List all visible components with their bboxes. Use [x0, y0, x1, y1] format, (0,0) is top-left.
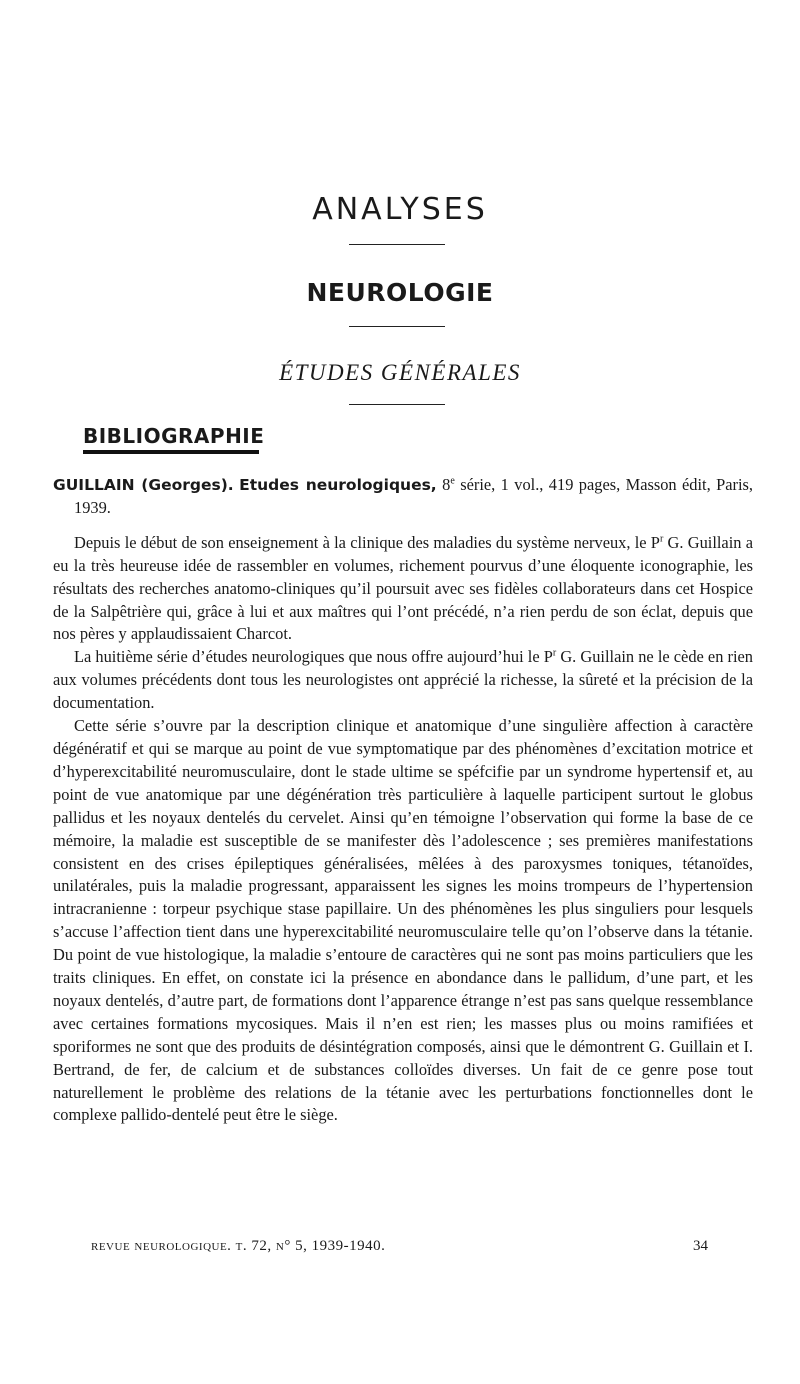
paragraph-2-text-b: G. Guillain ne le cède en rien aux volumes précédents dont tous les neurologistes ont apprécié la richesse, la sûreté et la précision de la documentation. [53, 647, 754, 713]
reference-details: série, 1 vol., 419 pages, Masson édit, Paris, 1939. [74, 475, 753, 517]
page-footer [91, 1238, 708, 1255]
article-body [53, 474, 753, 1127]
bibliographic-reference [53, 474, 753, 520]
bibliography-heading: BIBLIOGRAPHIE [83, 424, 265, 448]
section-title: ANALYSES [312, 192, 488, 227]
subsection-title: NEUROLOGIE [306, 278, 494, 307]
paragraph-2-sup: r [552, 647, 557, 659]
paragraph-2-text-a: La huitième série d’études neurologiques que nous offre aujourd’hui le P [74, 647, 553, 667]
heading-underline [83, 450, 259, 454]
reference-edition: 8 [442, 475, 451, 494]
paragraph-2 [53, 646, 753, 715]
paragraph-1-sup: r [659, 533, 664, 545]
category-title: ÉTUDES GÉNÉRALES [279, 360, 521, 385]
divider [349, 326, 445, 327]
paragraph-1 [53, 532, 753, 647]
divider [349, 244, 445, 245]
page-number: 34 [693, 1238, 708, 1254]
reference-author: GUILLAIN (Georges). [53, 476, 234, 494]
paragraph-1-text-a: Depuis le début de son enseignement à la clinique des maladies du système nerveux, le P [74, 532, 660, 552]
reference-title: Etudes neurologiques, [239, 476, 437, 494]
paragraph-3: Cette série s’ouvre par la description clinique et anatomique d’une singulière affection à caractère dégénératif et qui se marque au point de vue symptomatique par des phénomènes d’excitation motrice et d’hyperexcitabilité neuromusculaire, dont le stade ultime se spéfcifie par un syndrome hypertensif et, au point de vue anatomique par une dégénération très particulière à laquelle participent surtout le globus pallidus et les noyaux dentelés du cervelet. Ainsi qu’en témoigne l’observation qui forme la base de ce mémoire, la maladie est susceptible de se manifester dès l’adolescence ; ses premières manifestations consistent en des crises épileptiques généralisées, mêlées à des paroxysmes toniques, tétanoïdes, unilatérales, puis la maladie progressant, apparaissent les signes les moins trompeurs de l’hypertension intracranienne : torpeur psychique stase papillaire. Un des phénomènes les plus singuliers pour lesquels s’accuse l’affection tient dans une hyperexcitabilité neuromusculaire telle qu’on l’observe dans la tétanie. Du point de vue histologique, la maladie s’entoure de caractères qui ne sont pas moins particuliers que les traits cliniques. En effet, on constate ici la présence en abondance dans le pallidum, d’une part, et les noyaux dentelés, d’autre part, de formations dont l’apparence étrange n’est pas sans quelque ressemblance avec certaines formations mycosiques. Mais il n’en est rien; les masses plus ou moins ramifiées et sporiformes ne sont que des produits de désintégration composés, ainsi que le démontrent G. Guillain et I. Bertrand, de fer, de calcium et de substances colloïdes diverses. Un fait de ce genre pose tout naturellement le problème des relations de la tétanie avec les perturbations fonctionnelles dont le complexe pallido-dentelé peut être le siège. [53, 716, 753, 1125]
journal-citation: revue neurologique. t. 72, n° 5, 1939-1940. [91, 1238, 386, 1254]
paragraph-1-text-b: G. Guillain a eu la très heureuse idée de rassembler en volumes, richement pourvus d’une éloquente iconographie, les résultats des recherches anatomo-cliniques qu’il poursuit avec ses fidèles collaborateurs dans cet Hospice de la Salpêtrière qui, grâce à lui et aux maîtres qui l’ont précédé, n’a rien perdu de son éclat, depuis que nos pères y applaudissaient Charcot. [53, 532, 753, 644]
reference-edition-sup: e [450, 475, 455, 487]
divider [349, 404, 445, 405]
